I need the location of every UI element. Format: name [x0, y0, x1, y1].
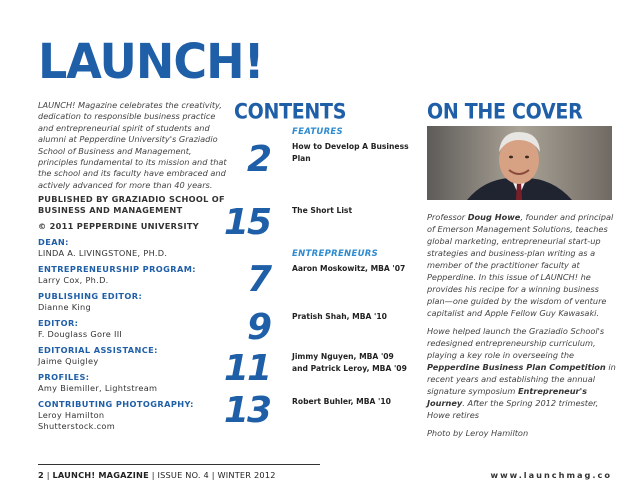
toc-page-number[interactable]: 2	[246, 139, 270, 180]
cover-portrait-photo	[427, 126, 612, 200]
toc-entry-title[interactable]: Jimmy Nguyen, MBA '09 and Patrick Leroy, MBA '09	[292, 352, 407, 373]
credit-label: PUBLISHING EDITOR:	[38, 291, 143, 301]
event-name: Pepperdine Business Plan Competition	[427, 362, 606, 372]
toc-page-number[interactable]: 9	[246, 307, 270, 348]
toc-page-number[interactable]: 15	[223, 202, 270, 243]
footer-separator: |	[46, 470, 53, 480]
footer-divider	[38, 464, 320, 465]
text-run: . After the Spring 2012 trimester, Howe retires	[427, 398, 599, 420]
credit-value: Amy Biemiller, Lightstream	[38, 383, 158, 393]
photo-credit: Photo by Leroy Hamilton	[427, 428, 529, 438]
toc-page-number[interactable]: 7	[246, 259, 270, 300]
cover-paragraph	[427, 325, 617, 421]
credit-entry	[38, 399, 238, 432]
credit-entry	[38, 318, 238, 340]
text-run: , founder and principal of Emerson Management Solutions, teaches global marketing, entrepreneurial start-up strategies and business-plan writing as a member of the practitioner faculty at Pepperdine. In this issue of LAUNCH! he provides his recipe for a winning business plan—one guided by the wisdom of venture capitalist and Apple Fellow Guy Kawasaki.	[427, 212, 614, 318]
credit-entry	[38, 372, 238, 394]
toc-entry-title[interactable]: How to Develop A Business Plan	[292, 142, 409, 163]
cover-person-name: Doug Howe	[467, 212, 521, 222]
cover-title: ON THE COVER	[427, 99, 583, 125]
credit-entry	[38, 291, 238, 313]
footer-magazine-name: LAUNCH! MAGAZINE	[52, 470, 149, 480]
text-run: in recent years and establishing the annual signature symposium	[427, 362, 616, 396]
credit-label: ENTREPRENEURSHIP PROGRAM:	[38, 264, 196, 274]
credit-label: EDITORIAL ASSISTANCE:	[38, 345, 158, 355]
masthead-logo: LAUNCH!	[38, 32, 264, 90]
credit-value: Dianne King	[38, 302, 91, 312]
footer-separator: |	[211, 470, 218, 480]
credit-entry	[38, 237, 238, 259]
portrait-illustration	[427, 126, 612, 200]
footer-page-number: 2	[38, 470, 44, 480]
toc-entry-title[interactable]: Pratish Shah, MBA '10	[292, 312, 387, 321]
footer-folio	[38, 470, 276, 480]
cover-story-text	[427, 211, 617, 445]
credit-label: DEAN:	[38, 237, 69, 247]
event-name: Entrepreneur's Journey	[427, 386, 587, 408]
cover-paragraph	[427, 211, 617, 319]
publisher-line: PUBLISHED BY GRAZIADIO SCHOOL OF BUSINESS AND MANAGEMENT	[38, 194, 225, 215]
toc-page-number[interactable]: 13	[223, 390, 270, 431]
credit-value: Larry Cox, Ph.D.	[38, 275, 109, 285]
credit-value: Jaime Quigley	[38, 356, 99, 366]
credit-label: CONTRIBUTING PHOTOGRAPHY:	[38, 399, 194, 409]
category-features: FEATURES	[292, 127, 343, 137]
copyright-line: © 2011 PEPPERDINE UNIVERSITY	[38, 221, 199, 231]
contents-title: CONTENTS	[234, 99, 347, 125]
toc-entry-title[interactable]: Robert Buhler, MBA '10	[292, 397, 391, 406]
credit-value: F. Douglass Gore III	[38, 329, 123, 339]
toc-entry-title[interactable]: Aaron Moskowitz, MBA '07	[292, 264, 406, 273]
toc-entry-title[interactable]: The Short List	[292, 206, 353, 215]
footer-season: WINTER 2012	[217, 470, 276, 480]
credit-value: Leroy Hamilton	[38, 410, 105, 420]
credit-label: EDITOR:	[38, 318, 79, 328]
masthead-credits	[38, 194, 238, 437]
category-entrepreneurs: ENTREPRENEURS	[292, 249, 379, 259]
credit-entry	[38, 264, 238, 286]
credit-entry	[38, 345, 238, 367]
footer-separator: |	[151, 470, 158, 480]
credit-value: LINDA A. LIVINGSTONE, PH.D.	[38, 248, 168, 258]
toc-page-number[interactable]: 11	[223, 348, 270, 389]
credit-value: Shutterstock.com	[38, 421, 116, 431]
text-run: Professor	[427, 212, 468, 222]
intro-text: LAUNCH! Magazine celebrates the creativity, dedication to responsible business practice and entrepreneurial spirit of students and alumni at Pepperdine University's Graziadio School of Business and Management, principles fundamental to its mission and that the school and its faculty have embraced and actively advanced for more than 40 years.	[38, 100, 227, 190]
footer-website-link[interactable]: www.launchmag.co	[490, 470, 612, 480]
text-run: Howe helped launch the Graziadio School's redesigned entrepreneurship curriculum, playing a key role in overseeing the	[427, 326, 605, 360]
footer-issue: ISSUE NO. 4	[157, 470, 209, 480]
credit-label: PROFILES:	[38, 372, 90, 382]
